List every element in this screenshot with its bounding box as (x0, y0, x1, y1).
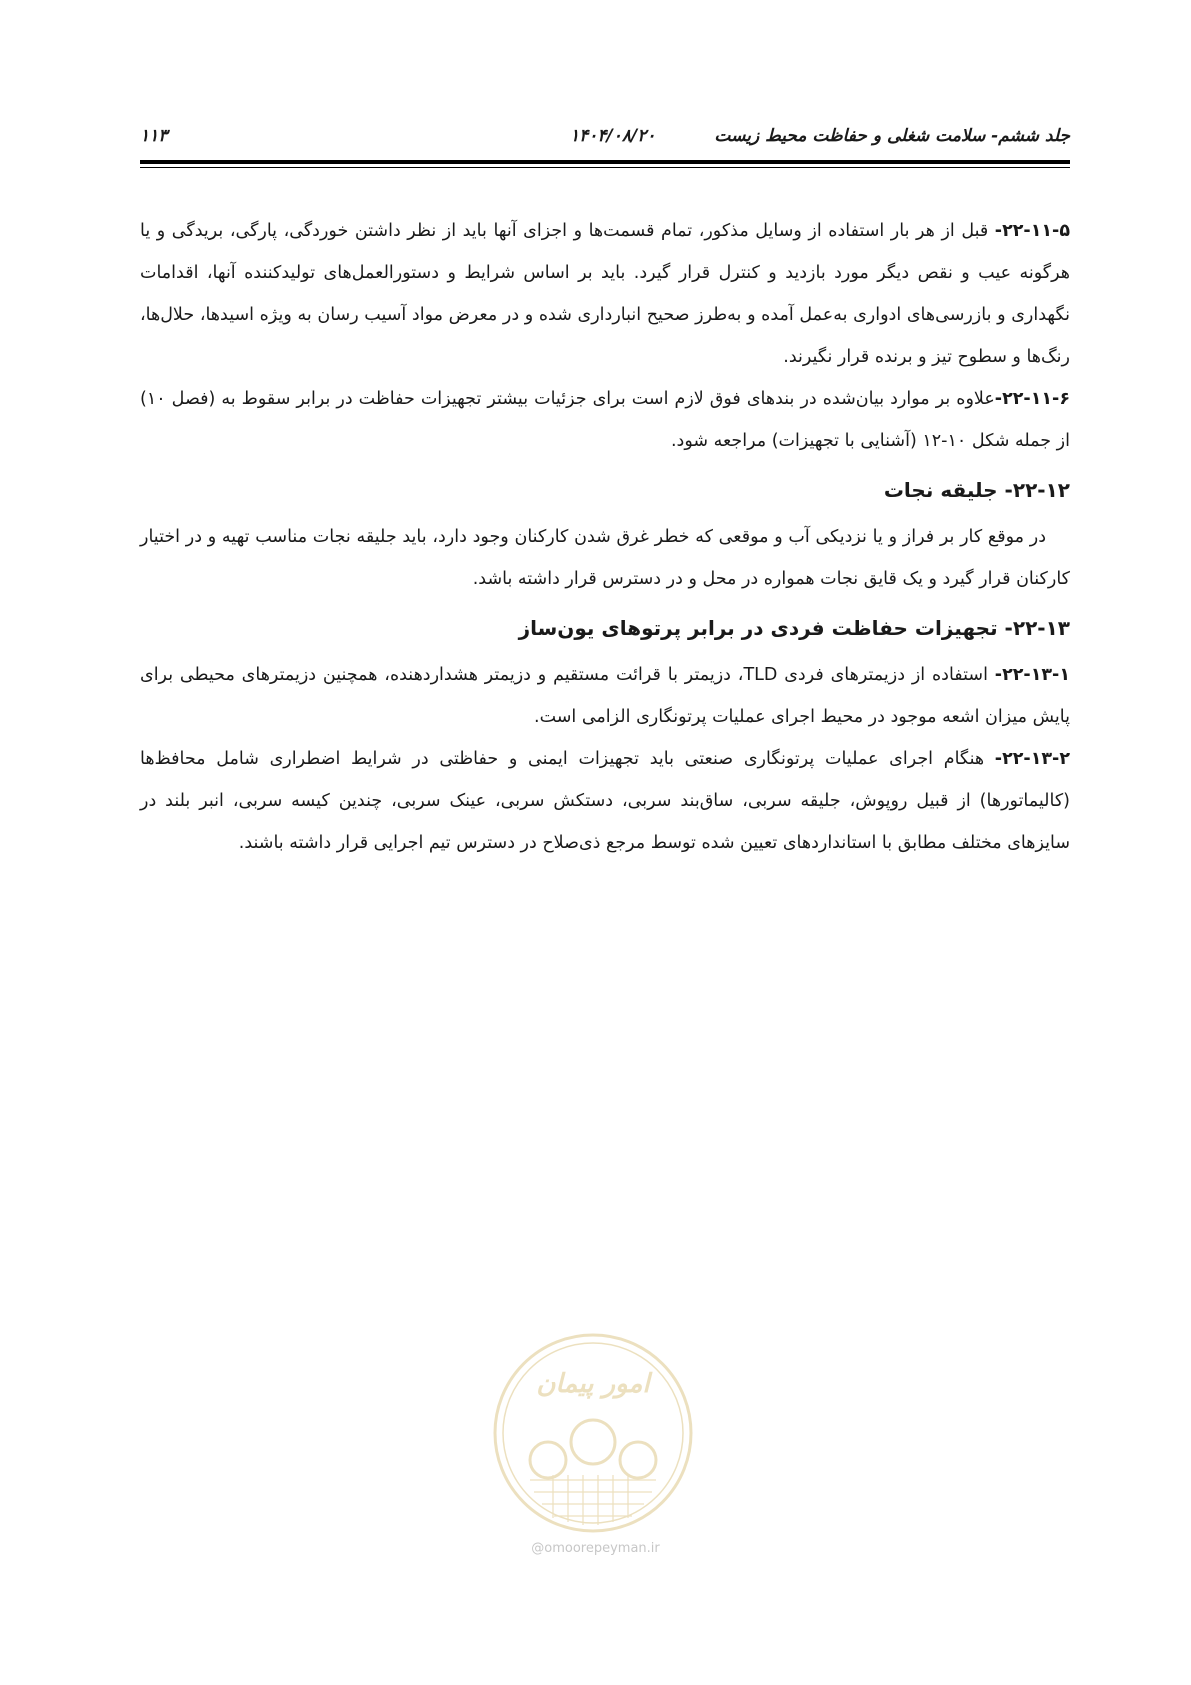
clause-number: ۲۲-۱۱-۶- (994, 389, 1070, 409)
header-rule-thin (140, 167, 1070, 168)
clause-text: استفاده از دزیمترهای فردی TLD، دزیمتر با قرائت مستقیم و دزیمتر هشداردهنده، همچنین دزیمترهای محیطی برای پایش میزان اشعه موجود در محیط اجرای عملیات پرتونگاری الزامی است. (140, 665, 1070, 727)
document-body (140, 210, 1070, 864)
clause-number: ۲۲-۱۱-۵- (994, 221, 1070, 241)
paragraph-22-12: در موقع کار بر فراز و یا نزدیکی آب و موقعی که خطر غرق شدن کارکنان وجود دارد، باید جلیقه نجات مناسب تهیه و در اختیار کارکنان قرار گیرد و یک قایق نجات همواره در محل و در دسترس قرار داشته باشد. (140, 527, 1070, 589)
header-date: ۱۴۰۴/۰۸/۲۰ (570, 126, 656, 146)
header-title: جلد ششم- سلامت شغلی و حفاظت محیط زیست (714, 126, 1070, 146)
paragraph-22-13-1 (140, 654, 1070, 738)
watermark-url: @omoorepeyman.ir (531, 1541, 660, 1556)
clause-number: ۲۲-۱۳-۱- (994, 665, 1070, 685)
watermark-logo-text: امور پیمان (536, 1369, 650, 1399)
paragraph-22-11-6 (140, 378, 1070, 462)
paragraph-22-11-5 (140, 210, 1070, 378)
clause-number: ۲۲-۱۳-۲- (994, 749, 1070, 769)
section-heading-22-13: ۲۲-۱۳- تجهیزات حفاظت فردی در برابر پرتوهای یون‌ساز (518, 616, 1070, 640)
clause-text: هنگام اجرای عملیات پرتونگاری صنعتی باید تجهیزات ایمنی و حفاظتی در شرایط اضطراری شامل محافظ‌ها (کالیماتورها) از قبیل روپوش، جلیقه سربی، ساق‌بند سربی، دستکش سربی، عینک سربی، چندین کیسه سربی، انبر بلند در سایزهای مختلف مطابق با استانداردهای تعیین شده توسط مرجع ذی‌صلاح در دسترس تیم اجرایی قرار داشته باشند. (140, 749, 1070, 853)
page-number: ۱۱۳ (140, 126, 168, 146)
watermark-logo (490, 1330, 696, 1536)
page-header (140, 126, 1070, 150)
clause-text: قبل از هر بار استفاده از وسایل مذکور، تمام قسمت‌ها و اجزای آنها باید از نظر داشتن خوردگی، پارگی، بریدگی و یا هرگونه عیب و نقص دیگر مورد بازدید و کنترل قرار گیرد. باید بر اساس شرایط و دستورالعمل‌های تولیدکننده آنها، اقدامات نگهداری و بازرسی‌های ادواری به‌عمل آمده و به‌طرز صحیح انبارداری شده و در معرض مواد آسیب رسان به ویژه اسیدها، حلال‌ها، رنگ‌ها و سطوح تیز و برنده قرار نگیرند. (140, 221, 1070, 367)
header-rule-thick (140, 160, 1070, 164)
clause-text: علاوه بر موارد بیان‌شده در بندهای فوق لازم است برای جزئیات بیشتر تجهیزات حفاظت در برابر سقوط به (فصل ۱۰) از جمله شکل ۱۰-۱۲ (آشنایی با تجهیزات) مراجعه شود. (140, 389, 1070, 451)
paragraph-22-13-2 (140, 738, 1070, 864)
section-heading-22-12: ۲۲-۱۲- جلیقه نجات (883, 478, 1070, 502)
